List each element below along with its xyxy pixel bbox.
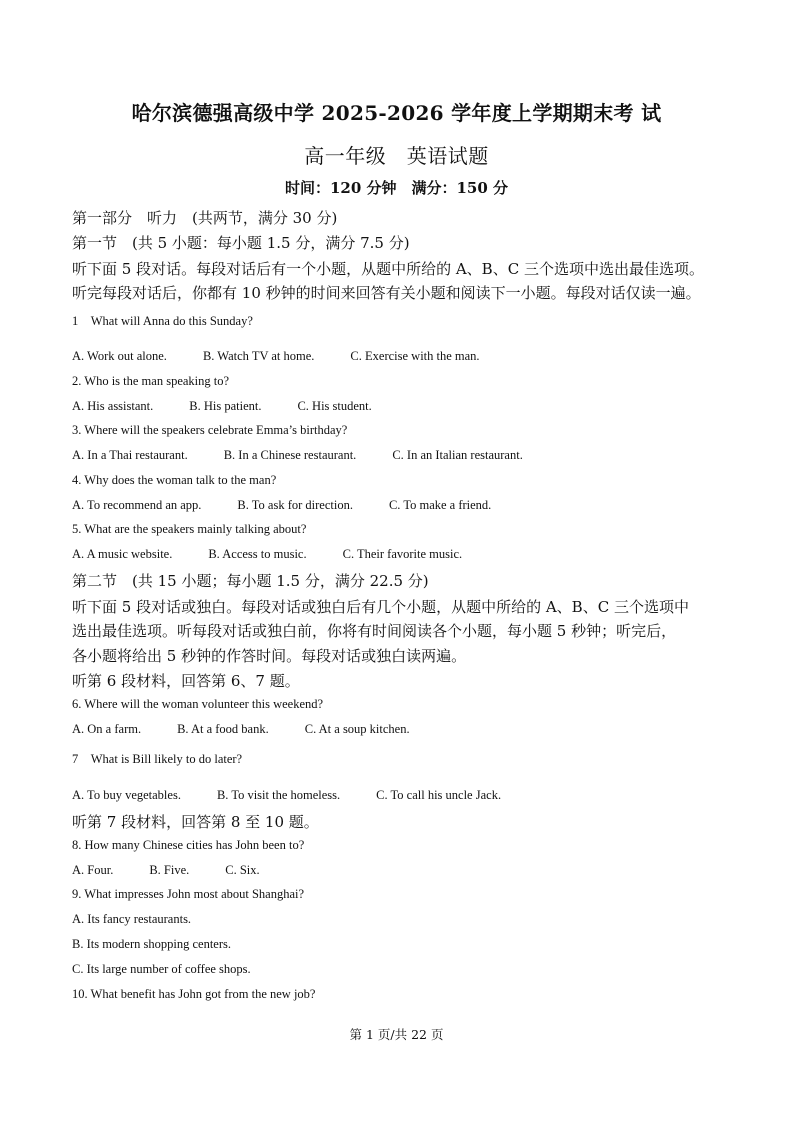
option-c: C. Their favorite music. xyxy=(342,547,463,561)
question-8-options xyxy=(72,863,260,878)
question-9-option-a: A. Its fancy restaurants. xyxy=(72,912,192,926)
question-7-options xyxy=(72,788,501,803)
question-2: 2. Who is the man speaking to? xyxy=(72,374,230,388)
section2-heading: 第二节 (共 15 小题；每小题 1.5 分，满分 22.5 分) xyxy=(72,572,429,590)
option-b: B. Watch TV at home. xyxy=(202,349,315,363)
option-b: B. At a food bank. xyxy=(177,722,269,736)
option-a: A. To buy vegetables. xyxy=(72,788,181,802)
option-c: C. In an Italian restaurant. xyxy=(392,448,523,462)
time-info: 时间：120 分钟 满分：150 分 xyxy=(284,179,509,197)
option-c: C. Exercise with the man. xyxy=(350,349,480,363)
option-c: C. At a soup kitchen. xyxy=(304,722,410,736)
question-1-options xyxy=(72,349,480,364)
question-6: 6. Where will the woman volunteer this weekend? xyxy=(72,697,324,711)
option-a: A. Four. xyxy=(72,863,114,877)
question-9: 9. What impresses John most about Shanghai? xyxy=(72,887,305,901)
question-9-option-c: C. Its large number of coffee shops. xyxy=(72,962,251,976)
section1-heading: 第一节 (共 5 小题：每小题 1.5 分，满分 7.5 分) xyxy=(72,234,410,252)
material-6-heading: 听第 6 段材料，回答第 6、7 题。 xyxy=(72,672,300,690)
option-c: C. His student. xyxy=(297,399,372,413)
question-3-options xyxy=(72,448,523,463)
question-4: 4. Why does the woman talk to the man? xyxy=(72,473,277,487)
option-a: A. In a Thai restaurant. xyxy=(72,448,188,462)
option-b: B. To ask for direction. xyxy=(237,498,353,512)
section1-instruction-line1: 听下面 5 段对话。每段对话后有一个小题，从题中所给的 A、B、C 三个选项中选出最佳选项。 xyxy=(72,260,704,278)
material-7-heading: 听第 7 段材料，回答第 8 至 10 题。 xyxy=(72,813,319,831)
section2-instruction-line1: 听下面 5 段对话或独白。每段对话或独白后有几个小题，从题中所给的 A、B、C 三个选项中 xyxy=(72,598,689,616)
option-a: A. To recommend an app. xyxy=(72,498,202,512)
option-a: A. On a farm. xyxy=(72,722,142,736)
option-b: B. Five. xyxy=(149,863,190,877)
question-6-options xyxy=(72,722,410,737)
question-3: 3. Where will the speakers celebrate Emma’s birthday? xyxy=(72,423,348,437)
section2-instruction-line3: 各小题将给出 5 秒钟的作答时间。每段对话或独白读两遍。 xyxy=(72,647,467,665)
section1-instruction-line2: 听完每段对话后，你都有 10 秒钟的时间来回答有关小题和阅读下一小题。每段对话仅读一遍。 xyxy=(72,284,701,302)
question-7: 7 What is Bill likely to do later? xyxy=(72,752,243,766)
page-number: 第 1 页/共 22 页 xyxy=(349,1027,444,1042)
option-c: C. Six. xyxy=(225,863,260,877)
option-a: A. A music website. xyxy=(72,547,173,561)
question-8: 8. How many Chinese cities has John been to? xyxy=(72,838,305,852)
option-c: C. To call his uncle Jack. xyxy=(376,788,502,802)
exam-title: 哈尔滨德强高级中学 2025-2026 学年度上学期期末考 试 xyxy=(131,101,662,125)
option-a: A. His assistant. xyxy=(72,399,154,413)
question-1: 1 What will Anna do this Sunday? xyxy=(72,314,253,328)
option-b: B. His patient. xyxy=(189,399,262,413)
question-10: 10. What benefit has John got from the new job? xyxy=(72,987,316,1001)
question-4-options xyxy=(72,498,491,513)
part1-heading: 第一部分 听力 (共两节，满分 30 分) xyxy=(72,209,338,227)
question-2-options xyxy=(72,399,372,414)
option-b: B. Access to music. xyxy=(208,547,307,561)
question-5-options xyxy=(72,547,462,562)
option-b: B. In a Chinese restaurant. xyxy=(223,448,357,462)
option-c: C. To make a friend. xyxy=(388,498,492,512)
option-b: B. To visit the homeless. xyxy=(216,788,341,802)
question-5: 5. What are the speakers mainly talking about? xyxy=(72,522,307,536)
section2-instruction-line2: 选出最佳选项。听每段对话或独白前，你将有时间阅读各个小题，每小题 5 秒钟；听完后， xyxy=(72,622,677,640)
exam-subtitle: 高一年级 英语试题 xyxy=(304,144,489,168)
question-9-option-b: B. Its modern shopping centers. xyxy=(72,937,232,951)
option-a: A. Work out alone. xyxy=(72,349,167,363)
